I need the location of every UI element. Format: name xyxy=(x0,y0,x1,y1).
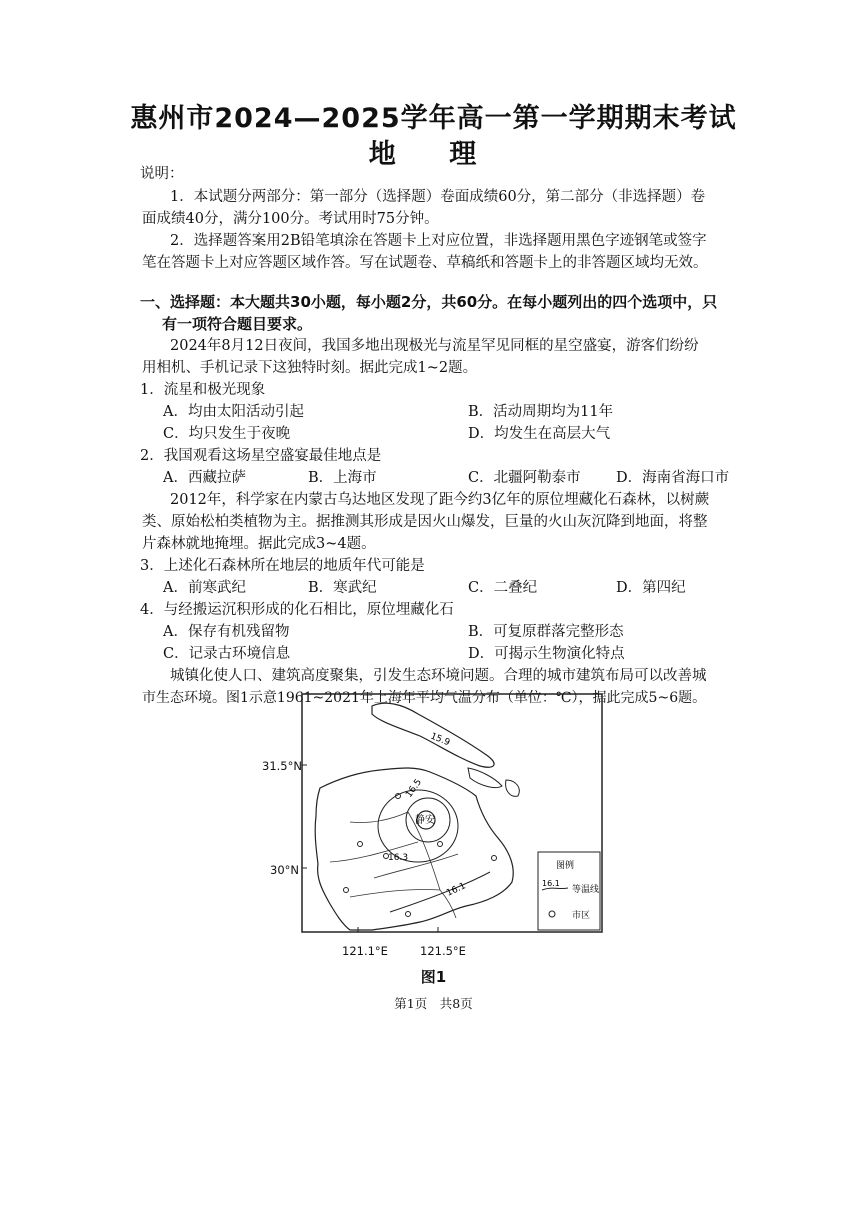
question-3-stem: 3．上述化石森林所在地层的地质年代可能是 xyxy=(140,558,425,574)
question-2-option-b: B．上海市 xyxy=(308,470,377,486)
exam-title: 惠州市2024—2025学年高一第一学期期末考试 xyxy=(130,103,737,134)
exam-subject: 地 理 xyxy=(368,139,499,170)
question-4-stem: 4．与经搬运沉积形成的化石相比，原位埋藏化石 xyxy=(140,602,454,618)
instruction-2-line-1: 2．选择题答案用2B铅笔填涂在答题卡上对应位置，非选择题用黑色字迹钢笔或签字 xyxy=(170,233,707,249)
question-3-option-a: A．前寒武纪 xyxy=(163,580,246,596)
changxing-island xyxy=(468,768,502,788)
isotherm-label-16-5: 16.5 xyxy=(404,777,424,800)
city-label-jingan: 静安 xyxy=(415,815,435,826)
question-1-option-b: B．活动周期均为11年 xyxy=(468,404,614,420)
passage-1-line-1: 2024年8月12日夜间，我国多地出现极光与流星罕见同框的星空盛宴，游客们纷纷 xyxy=(170,338,699,354)
question-2-option-c: C．北疆阿勒泰市 xyxy=(468,470,581,486)
shanghai-temperature-map xyxy=(290,692,610,942)
city-marker xyxy=(492,856,497,861)
district-boundaries xyxy=(330,812,458,918)
question-4-option-c: C．记录古环境信息 xyxy=(163,646,291,662)
passage-3-line-1: 城镇化使人口、建筑高度聚集，引发生态环境问题。合理的城市建筑布局可以改善城 xyxy=(170,668,707,684)
instruction-2-line-2: 笔在答题卡上对应答题区域作答。写在试题卷、草稿纸和答题卡上的非答题区域均无效。 xyxy=(142,255,708,271)
passage-3-line-2: 市生态环境。图1示意1961~2021年上海年平均气温分布（单位：℃），据此完成5~6题。 xyxy=(142,690,707,706)
legend-isotherm-label: 等温线 xyxy=(572,885,600,895)
section-1-heading-line-2: 有一项符合题目要求。 xyxy=(162,315,313,333)
question-3-option-b: B．寒武纪 xyxy=(308,580,377,596)
legend-title: 图例 xyxy=(556,861,575,871)
passage-1-line-2: 用相机、手机记录下这独特时刻。据此完成1~2题。 xyxy=(142,360,478,376)
instructions-label: 说明： xyxy=(140,166,184,182)
question-3-option-d: D．第四纪 xyxy=(616,580,686,596)
question-2-option-a: A．西藏拉萨 xyxy=(163,470,246,486)
city-marker xyxy=(358,842,363,847)
question-4-option-b: B．可复原群落完整形态 xyxy=(468,624,624,640)
passage-2-line-3: 片森林就地掩埋。据此完成3~4题。 xyxy=(142,536,376,552)
section-1-heading-line-1: 一、选择题：本大题共30小题，每小题2分，共60分。在每小题列出的四个选项中，只 xyxy=(140,293,718,311)
isotherm-label-16-1: 16.1 xyxy=(445,881,468,899)
question-4-option-a: A．保存有机残留物 xyxy=(163,624,290,640)
isotherm-label-16-3: 16.3 xyxy=(388,853,409,863)
longitude-label-121-1: 121.1°E xyxy=(342,944,388,958)
city-marker xyxy=(438,842,443,847)
longitude-label-121-5: 121.5°E xyxy=(420,944,466,958)
isotherm-label-15-9: 15.9 xyxy=(428,731,452,749)
page-footer: 第1页 共8页 xyxy=(394,996,473,1011)
figure-caption: 图1 xyxy=(420,968,447,986)
question-2-stem: 2．我国观看这场星空盛宴最佳地点是 xyxy=(140,448,382,464)
legend-isotherm-value: 16.1 xyxy=(542,879,560,888)
question-1-option-d: D．均发生在高层大气 xyxy=(468,426,611,442)
city-marker xyxy=(344,888,349,893)
latitude-label-31-5: 31.5°N xyxy=(262,759,302,773)
question-2-option-d: D．海南省海口市 xyxy=(616,470,730,486)
question-4-option-d: D．可揭示生物演化特点 xyxy=(468,646,625,662)
passage-2-line-1: 2012年，科学家在内蒙古乌达地区发现了距今约3亿年的原位埋藏化石森林，以树蕨 xyxy=(170,492,710,508)
passage-2-line-2: 类、原始松柏类植物为主。据推测其形成是因火山爆发，巨量的火山灰沉降到地面，将整 xyxy=(142,514,708,530)
latitude-label-30: 30°N xyxy=(270,863,299,877)
isotherm-16-1-line xyxy=(390,872,490,912)
question-1-option-c: C．均只发生于夜晚 xyxy=(163,426,291,442)
question-1-option-a: A．均由太阳活动引起 xyxy=(163,404,304,420)
city-marker xyxy=(406,912,411,917)
question-3-option-c: C．二叠纪 xyxy=(468,580,538,596)
instruction-1-line-2: 面成绩40分，满分100分。考试用时75分钟。 xyxy=(142,211,439,227)
question-1-stem: 1．流星和极光现象 xyxy=(140,382,266,398)
legend-city-label: 市区 xyxy=(572,911,591,921)
instruction-1-line-1: 1．本试题分两部分：第一部分（选择题）卷面成绩60分，第二部分（非选择题）卷 xyxy=(170,189,706,205)
hengsha-island xyxy=(506,780,520,796)
